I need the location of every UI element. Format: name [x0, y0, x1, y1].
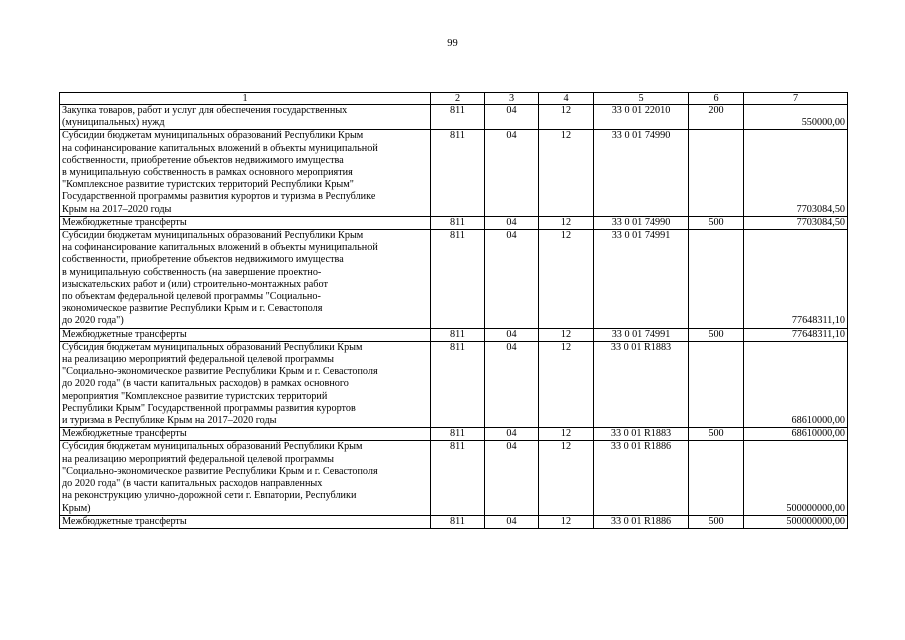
section-text: 04 — [506, 428, 517, 440]
table-row — [60, 428, 848, 441]
section-cell — [485, 341, 539, 427]
target-article-cell — [594, 216, 689, 229]
header-cell: 4 — [539, 93, 594, 105]
expense-type-text: 500 — [708, 216, 724, 228]
amount-text: 68610000,00 — [791, 415, 845, 427]
description-cell — [60, 428, 431, 441]
target-article-cell — [594, 328, 689, 341]
description-cell — [60, 230, 431, 329]
page-number: 99 — [447, 38, 458, 49]
header-cell: 7 — [744, 93, 848, 105]
target-article-cell — [594, 341, 689, 427]
target-article-text: 33 0 01 R1886 — [610, 441, 672, 453]
section-text: 04 — [506, 441, 517, 453]
target-article-text: 33 0 01 22010 — [611, 105, 671, 116]
amount-cell — [744, 428, 848, 441]
target-article-text: 33 0 01 R1883 — [610, 341, 672, 353]
ministry-code-text: 811 — [450, 216, 465, 228]
ministry-code-text: 811 — [450, 230, 465, 242]
table-row — [60, 230, 848, 329]
table-row — [60, 216, 848, 229]
amount-text: 77648311,10 — [791, 315, 845, 327]
description-cell — [60, 328, 431, 341]
subsection-cell — [539, 130, 594, 216]
table-row — [60, 130, 848, 216]
ministry-code-cell — [431, 130, 485, 216]
target-article-cell — [594, 428, 689, 441]
table-row — [60, 341, 848, 427]
amount-cell — [744, 341, 848, 427]
ministry-code-text: 811 — [450, 515, 465, 527]
target-article-text: 33 0 01 74991 — [611, 230, 671, 242]
subsection-text: 12 — [560, 341, 572, 353]
budget-table — [59, 92, 848, 529]
expense-type-cell — [689, 428, 744, 441]
ministry-code-text: 811 — [450, 105, 465, 116]
target-article-cell — [594, 230, 689, 329]
expense-type-cell — [689, 130, 744, 216]
amount-text: 500000000,00 — [786, 502, 845, 514]
amount-cell — [744, 441, 848, 515]
subsection-text: 12 — [560, 216, 572, 228]
target-article-cell — [594, 515, 689, 528]
header-cell: 1 — [60, 93, 431, 105]
expense-type-cell — [689, 328, 744, 341]
section-text: 04 — [506, 230, 517, 242]
subsection-cell — [539, 105, 594, 130]
amount-cell — [744, 130, 848, 216]
description-cell — [60, 216, 431, 229]
description-text: Закупка товаров, работ и услуг для обеспечения государственных (муниципальных) нужд — [62, 105, 348, 129]
expense-type-cell — [689, 341, 744, 427]
target-article-text: 33 0 01 74990 — [611, 216, 671, 228]
amount-text: 77648311,10 — [791, 328, 845, 340]
amount-text: 7703084,50 — [796, 216, 845, 228]
subsection-text: 12 — [560, 515, 572, 527]
expense-type-text: 500 — [708, 328, 724, 340]
target-article-text: 33 0 01 74991 — [611, 328, 671, 340]
subsection-text: 12 — [560, 428, 572, 440]
ministry-code-text: 811 — [450, 130, 465, 142]
ministry-code-cell — [431, 515, 485, 528]
amount-text: 500000000,00 — [786, 515, 845, 527]
ministry-code-text: 811 — [450, 441, 465, 453]
amount-cell — [744, 230, 848, 329]
table-header-row — [60, 93, 848, 105]
target-article-cell — [594, 130, 689, 216]
target-article-cell — [594, 441, 689, 515]
subsection-text: 12 — [560, 328, 572, 340]
ministry-code-cell — [431, 328, 485, 341]
ministry-code-cell — [431, 105, 485, 130]
section-text: 04 — [506, 216, 517, 228]
expense-type-text: 500 — [708, 428, 724, 440]
section-text: 04 — [506, 105, 517, 116]
section-cell — [485, 428, 539, 441]
table-row — [60, 328, 848, 341]
ministry-code-text: 811 — [450, 328, 465, 340]
description-text: Межбюджетные трансферты — [62, 328, 187, 340]
expense-type-cell — [689, 216, 744, 229]
subsection-text: 12 — [560, 441, 572, 453]
amount-cell — [744, 105, 848, 130]
section-cell — [485, 216, 539, 229]
section-cell — [485, 441, 539, 515]
expense-type-text: 200 — [708, 105, 724, 116]
subsection-text: 12 — [560, 130, 572, 142]
table-row — [60, 105, 848, 130]
description-text: Субсидии бюджетам муниципальных образований Республики Крым на софинансирование капитальных вложений в объекты муниципальной собственности, приобретение объектов недвижимого имущества в муниципальную собственность (на завершение проектно- изыскательских работ и (или) строительно-монтажных работ по объектам федеральной целевой программы "Социально- экономическое развитие Республики Крым и г. Севастополя до 2020 года") — [62, 230, 378, 327]
section-cell — [485, 515, 539, 528]
amount-cell — [744, 216, 848, 229]
subsection-cell — [539, 441, 594, 515]
description-text: Субсидия бюджетам муниципальных образований Республики Крым на реализацию мероприятий федеральной целевой программы "Социально-экономическое развитие Республики Крым и г. Севастополя до 2020 года" (в части капитальных расходов) в рамках основного мероприятия "Комплексное развитие туристских территорий Республики Крым" Государственной программы развития курортов и туризма в Республике Крым на 2017–2020 годы — [62, 341, 378, 427]
amount-cell — [744, 328, 848, 341]
subsection-cell — [539, 341, 594, 427]
expense-type-text: 500 — [708, 515, 724, 527]
amount-cell — [744, 515, 848, 528]
section-cell — [485, 328, 539, 341]
subsection-cell — [539, 428, 594, 441]
subsection-cell — [539, 216, 594, 229]
amount-text: 7703084,50 — [796, 203, 845, 215]
header-cell: 6 — [689, 93, 744, 105]
description-text: Субсидии бюджетам муниципальных образований Республики Крым на софинансирование капитальных вложений в объекты муниципальной собственности, приобретение объектов недвижимого имущества в муниципальную собственность в рамках основного мероприятия "Комплексное развитие туристских территорий Республики Крым" Государственной программы развития курортов и туризма в Республике Крым на 2017–2020 годы — [62, 130, 378, 215]
amount-text: 68610000,00 — [791, 428, 845, 440]
subsection-text: 12 — [560, 230, 572, 242]
expense-type-cell — [689, 515, 744, 528]
description-text: Межбюджетные трансферты — [62, 515, 187, 527]
description-cell — [60, 130, 431, 216]
subsection-cell — [539, 230, 594, 329]
table-body — [60, 93, 848, 529]
ministry-code-text: 811 — [450, 428, 465, 440]
description-text: Межбюджетные трансферты — [62, 216, 187, 228]
target-article-text: 33 0 01 R1886 — [610, 515, 672, 527]
section-cell — [485, 105, 539, 130]
target-article-cell — [594, 105, 689, 130]
description-cell — [60, 341, 431, 427]
subsection-cell — [539, 328, 594, 341]
description-cell — [60, 441, 431, 515]
ministry-code-cell — [431, 341, 485, 427]
section-cell — [485, 230, 539, 329]
target-article-text: 33 0 01 R1883 — [610, 428, 672, 440]
header-cell: 3 — [485, 93, 539, 105]
ministry-code-cell — [431, 230, 485, 329]
section-text: 04 — [506, 328, 517, 340]
section-text: 04 — [506, 515, 517, 527]
description-cell — [60, 515, 431, 528]
expense-type-cell — [689, 230, 744, 329]
description-text: Субсидия бюджетам муниципальных образований Республики Крым на реализацию мероприятий федеральной целевой программы "Социально-экономическое развитие Республики Крым и г. Севастополя до 2020 года" (в части капитальных расходов направленных на реконструкцию улично-дорожной сети г. Евпатории, Республики Крым) — [62, 441, 378, 514]
description-text: Межбюджетные трансферты — [62, 428, 187, 440]
amount-text: 550000,00 — [801, 117, 845, 129]
expense-type-cell — [689, 441, 744, 515]
subsection-cell — [539, 515, 594, 528]
header-cell: 5 — [594, 93, 689, 105]
table-row — [60, 441, 848, 515]
ministry-code-cell — [431, 441, 485, 515]
expense-type-cell — [689, 105, 744, 130]
subsection-text: 12 — [560, 105, 572, 116]
ministry-code-text: 811 — [450, 341, 465, 353]
ministry-code-cell — [431, 216, 485, 229]
header-cell: 2 — [431, 93, 485, 105]
description-cell — [60, 105, 431, 130]
section-text: 04 — [506, 130, 517, 142]
ministry-code-cell — [431, 428, 485, 441]
table-row — [60, 515, 848, 528]
target-article-text: 33 0 01 74990 — [611, 130, 671, 142]
section-cell — [485, 130, 539, 216]
section-text: 04 — [506, 341, 517, 353]
